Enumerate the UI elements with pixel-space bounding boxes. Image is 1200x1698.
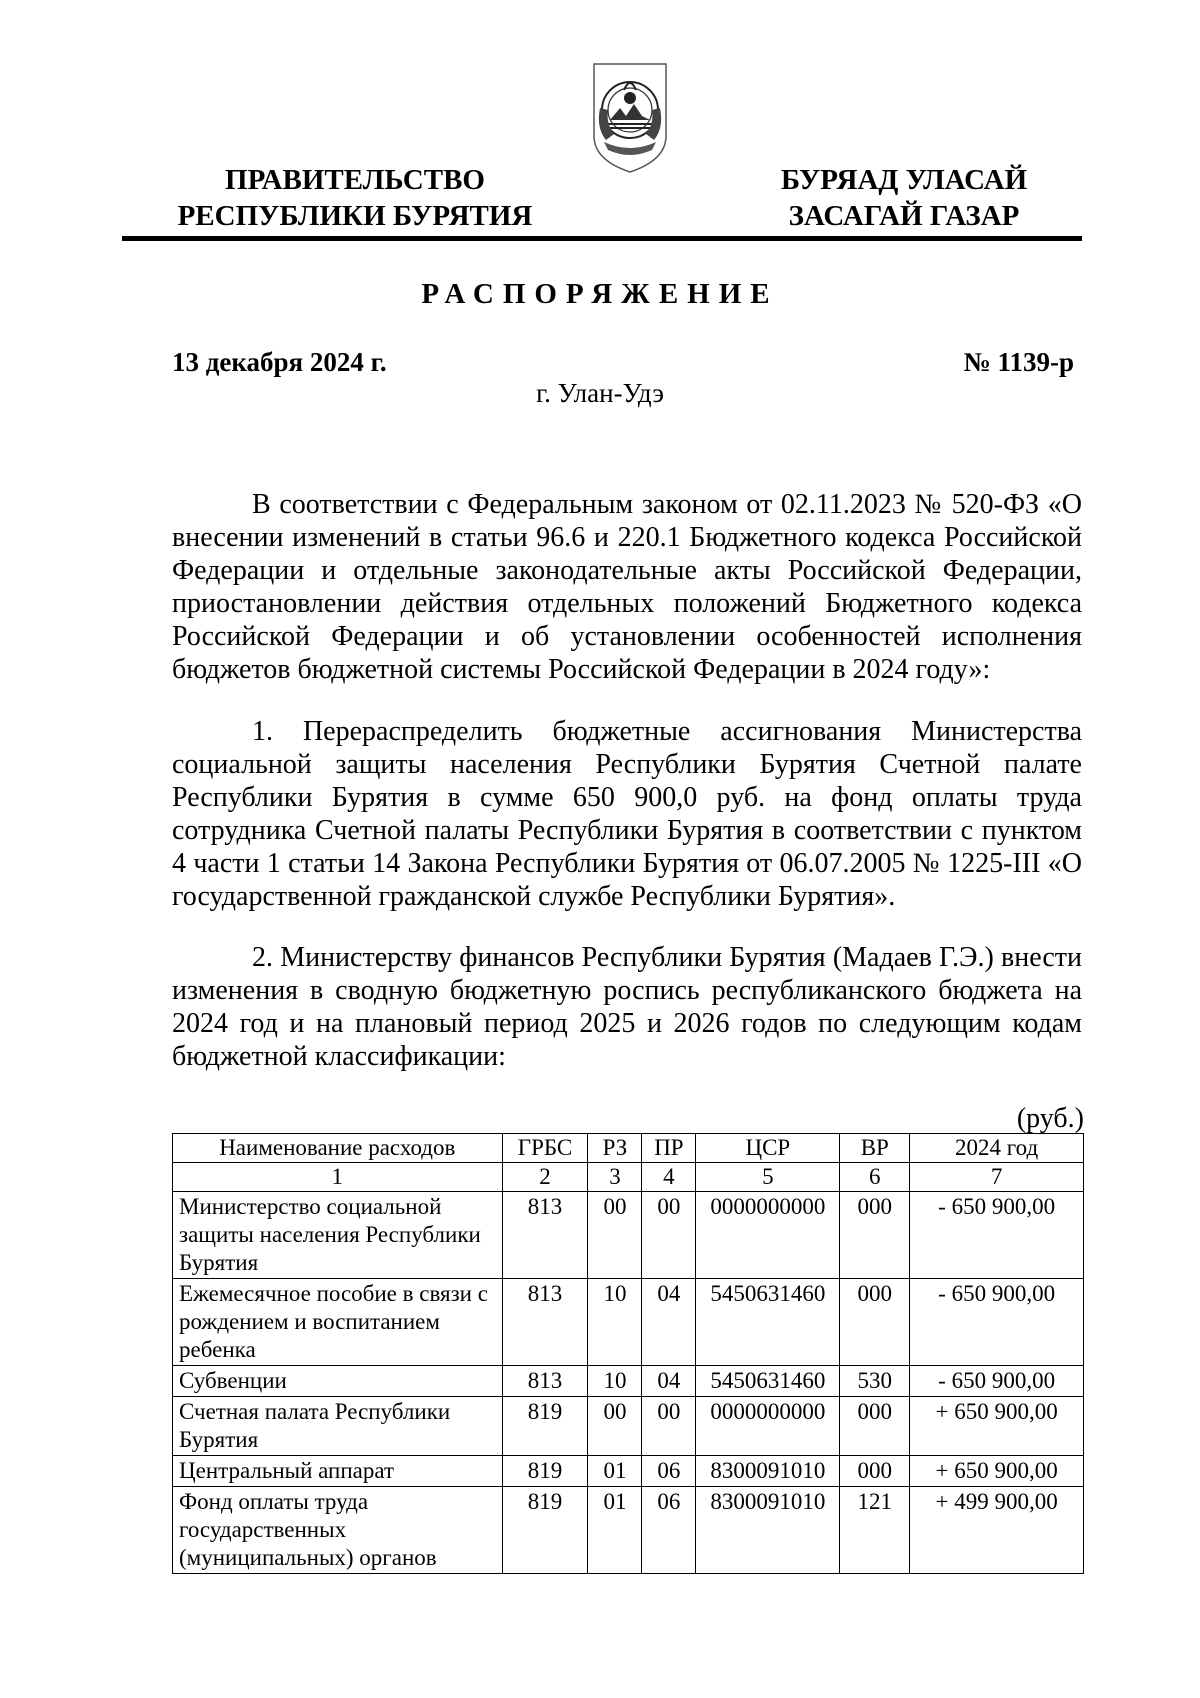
header-government-ru [170, 162, 540, 234]
cell-vr: 000 [840, 1397, 910, 1456]
header-year: 2024 год [910, 1134, 1084, 1163]
cell-grbs: 813 [502, 1192, 588, 1279]
cell-grbs: 819 [502, 1397, 588, 1456]
header-vr: ВР [840, 1134, 910, 1163]
cell-vr: 000 [840, 1456, 910, 1487]
preamble-paragraph [172, 488, 1082, 686]
cell-grbs: 819 [502, 1487, 588, 1574]
cell-rz: 10 [588, 1279, 642, 1366]
cell-vr: 000 [840, 1279, 910, 1366]
item2-paragraph [172, 941, 1082, 1073]
coat-of-arms-icon [590, 58, 670, 176]
table-row [173, 1366, 1084, 1397]
cell-grbs: 813 [502, 1366, 588, 1397]
header-government-bur [756, 162, 1052, 234]
header-pr: ПР [642, 1134, 696, 1163]
column-number: 5 [696, 1163, 840, 1192]
table-unit: (руб.) [1016, 1103, 1084, 1134]
header-right-line2: ЗАСАГАЙ ГАЗАР [788, 200, 1020, 232]
header-rz: РЗ [588, 1134, 642, 1163]
cell-rz: 00 [588, 1397, 642, 1456]
cell-vr: 121 [840, 1487, 910, 1574]
table-column-number-row [173, 1163, 1084, 1192]
cell-amount: - 650 900,00 [910, 1192, 1084, 1279]
cell-grbs: 819 [502, 1456, 588, 1487]
item1-text: 1. Перераспределить бюджетные ассигнования Министерства социальной защиты населения Республики Бурятия Счетной палате Республики Бурятия в сумме 650 900,0 руб. на фонд оплаты труда сотрудника Счетной палаты Республики Бурятия в соответствии с пунктом 4 части 1 статьи 14 Закона Республики Бурятия от 06.07.2005 № 1225-III «О государственной гражданской службе Республики Бурятия». [172, 716, 1082, 912]
column-number: 6 [840, 1163, 910, 1192]
header-divider [122, 236, 1082, 241]
table-row [173, 1279, 1084, 1366]
cell-amount: + 650 900,00 [910, 1456, 1084, 1487]
header-name: Наименование расходов [173, 1134, 503, 1163]
cell-csr: 8300091010 [696, 1487, 840, 1574]
cell-grbs: 813 [502, 1279, 588, 1366]
cell-name: Фонд оплаты труда государственных (муниципальных) органов [173, 1487, 503, 1574]
header-left-line2: РЕСПУБЛИКИ БУРЯТИЯ [177, 200, 533, 232]
cell-amount: - 650 900,00 [910, 1366, 1084, 1397]
header-left-line1: ПРАВИТЕЛЬСТВО [225, 164, 485, 196]
item2-text: 2. Министерству финансов Республики Бурятия (Мадаев Г.Э.) внести изменения в сводную бюджетную роспись республиканского бюджета на 2024 год и на плановый период 2025 и 2026 годов по следующим кодам бюджетной классификации: [172, 942, 1082, 1072]
table-row [173, 1487, 1084, 1574]
preamble-text: В соответствии с Федеральным законом от 02.11.2023 № 520-ФЗ «О внесении изменений в статьи 96.6 и 220.1 Бюджетного кодекса Российской Федерации и отдельные законодательные акты Российской Федерации, приостановлении действия отдельных положений Бюджетного кодекса Российской Федерации и об установлении особенностей исполнения бюджетов бюджетной системы Российской Федерации в 2024 году»: [172, 489, 1082, 685]
cell-csr: 8300091010 [696, 1456, 840, 1487]
column-number: 2 [502, 1163, 588, 1192]
cell-csr: 0000000000 [696, 1192, 840, 1279]
cell-vr: 000 [840, 1192, 910, 1279]
cell-pr: 00 [642, 1192, 696, 1279]
budget-table [172, 1133, 1084, 1574]
header-right-line1: БУРЯАД УЛАСАЙ [780, 164, 1028, 196]
document-city: г. Улан-Удэ [536, 378, 664, 408]
table-row [173, 1397, 1084, 1456]
cell-pr: 04 [642, 1366, 696, 1397]
table-row [173, 1456, 1084, 1487]
cell-amount: + 499 900,00 [910, 1487, 1084, 1574]
cell-amount: - 650 900,00 [910, 1279, 1084, 1366]
item1-paragraph [172, 715, 1082, 913]
column-number: 1 [173, 1163, 503, 1192]
cell-name: Министерство социальной защиты населения Республики Бурятия [173, 1192, 503, 1279]
cell-name: Центральный аппарат [173, 1456, 503, 1487]
cell-csr: 5450631460 [696, 1279, 840, 1366]
column-number: 4 [642, 1163, 696, 1192]
cell-rz: 10 [588, 1366, 642, 1397]
table-header-row [173, 1134, 1084, 1163]
header-csr: ЦСР [696, 1134, 840, 1163]
document-date: 13 декабря 2024 г. [172, 347, 387, 377]
cell-pr: 06 [642, 1487, 696, 1574]
cell-pr: 06 [642, 1456, 696, 1487]
cell-csr: 5450631460 [696, 1366, 840, 1397]
header-grbs: ГРБС [502, 1134, 588, 1163]
column-number: 7 [910, 1163, 1084, 1192]
document-title: РАСПОРЯЖЕНИЕ [421, 278, 779, 310]
cell-pr: 04 [642, 1279, 696, 1366]
table-row [173, 1192, 1084, 1279]
cell-pr: 00 [642, 1397, 696, 1456]
cell-name: Счетная палата Республики Бурятия [173, 1397, 503, 1456]
cell-rz: 01 [588, 1456, 642, 1487]
cell-name: Субвенции [173, 1366, 503, 1397]
cell-csr: 0000000000 [696, 1397, 840, 1456]
column-number: 3 [588, 1163, 642, 1192]
document-number: № 1139-р [963, 347, 1074, 377]
cell-name: Ежемесячное пособие в связи с рождением и воспитанием ребенка [173, 1279, 503, 1366]
cell-rz: 01 [588, 1487, 642, 1574]
cell-vr: 530 [840, 1366, 910, 1397]
cell-amount: + 650 900,00 [910, 1397, 1084, 1456]
cell-rz: 00 [588, 1192, 642, 1279]
